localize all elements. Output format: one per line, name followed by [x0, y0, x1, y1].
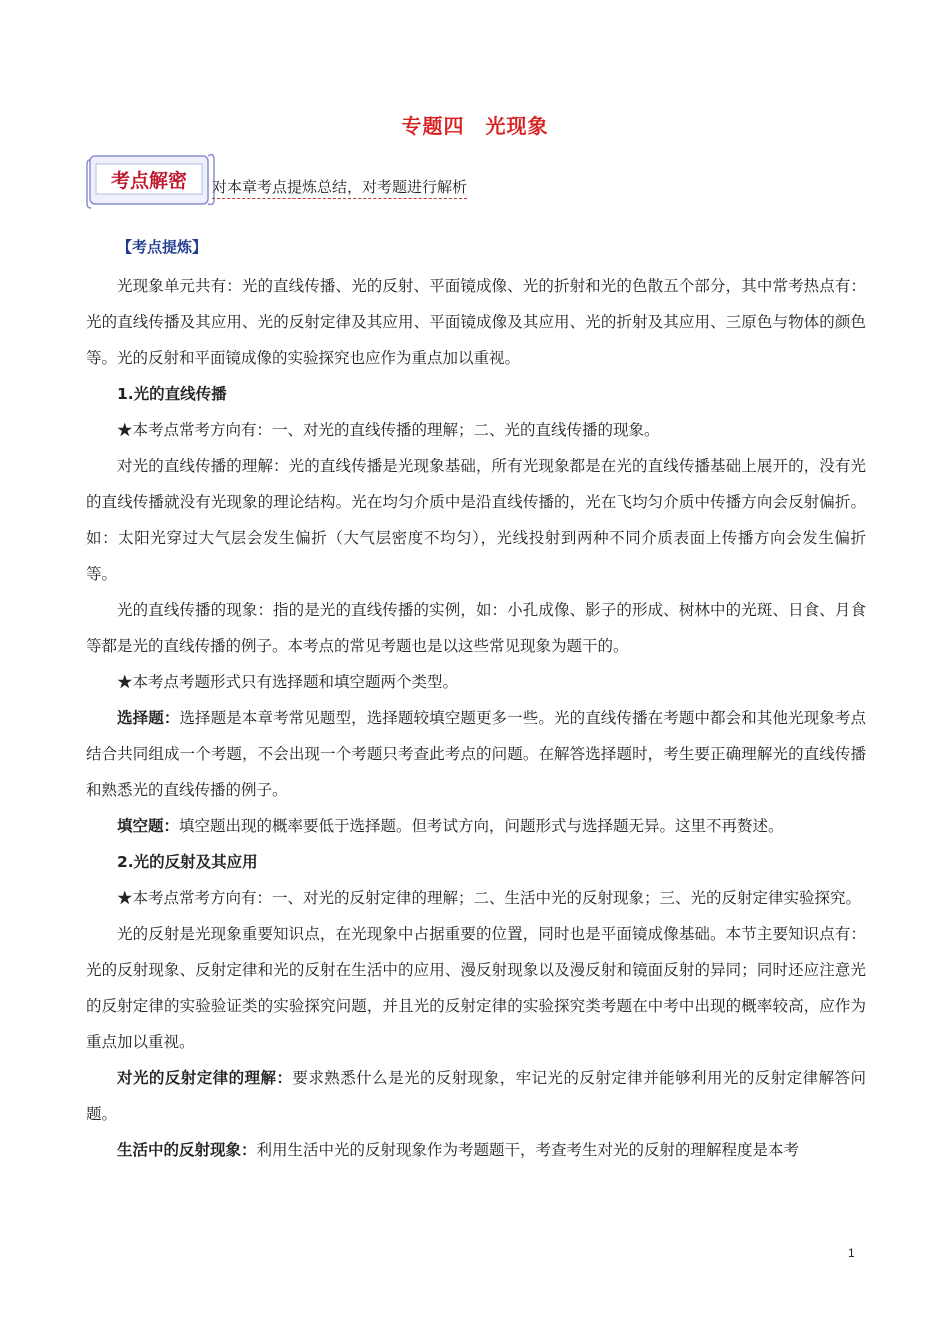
banner-caption: 对本章考点提炼总结，对考题进行解析 — [212, 176, 467, 199]
paragraph-9 — [86, 1060, 866, 1132]
label-choice: 选择题： — [117, 709, 180, 727]
text-life: 利用生活中光的反射现象作为考题题干，考查考生对光的反射的理解程度是本考 — [256, 1141, 800, 1159]
heading-2: 2.光的反射及其应用 — [117, 853, 258, 871]
paragraph-5 — [86, 700, 866, 808]
label-law: 对光的反射定律的理解： — [117, 1069, 293, 1087]
paragraph-3: 光的直线传播的现象：指的是光的直线传播的实例，如：小孔成像、影子的形成、树林中的光斑、日食、月食等都是光的直线传播的例子。本考点的常见考题也是以这些常见现象为题干的。 — [86, 601, 866, 655]
paragraph-8: 光的反射是光现象重要知识点，在光现象中占据重要的位置，同时也是平面镜成像基础。本节主要知识点有：光的反射现象、反射定律和光的反射在生活中的应用、漫反射现象以及漫反射和镜面反射的异同；同时还应注意光的反射定律的实验验证类的实验探究问题，并且光的反射定律的实验探究类考题在中考中出现的概率较高，应作为重点加以重视。 — [86, 925, 866, 1051]
paragraph-1: ★本考点常考方向有：一、对光的直线传播的理解；二、光的直线传播的现象。 — [117, 421, 660, 439]
text-law: 要求熟悉什么是光的反射现象，牢记光的反射定律并能够利用光的反射定律解答问题。 — [86, 1069, 866, 1123]
paragraph-2: 对光的直线传播的理解：光的直线传播是光现象基础，所有光现象都是在光的直线传播基础上展开的，没有光的直线传播就没有光现象的理论结构。光在均匀介质中是沿直线传播的，光在飞均匀介质中传播方向会反射偏折。如：太阳光穿过大气层会发生偏折（大气层密度不均匀），光线投射到两种不同介质表面上传播方向会发生偏折等。 — [86, 457, 866, 583]
banner-scroll — [86, 150, 216, 210]
page-number: 1 — [848, 1246, 855, 1260]
section-heading: 【考点提炼】 — [117, 238, 208, 256]
paragraph-7: ★本考点常考方向有：一、对光的反射定律的理解；二、生活中光的反射现象；三、光的反射定律实验探究。 — [117, 889, 862, 907]
paragraph-6 — [86, 808, 866, 844]
label-life: 生活中的反射现象： — [117, 1141, 257, 1159]
paragraph-10 — [86, 1132, 866, 1168]
scroll-icon — [86, 150, 216, 210]
text-fill: 填空题出现的概率要低于选择题。但考试方向，问题形式与选择题无异。这里不再赘述。 — [179, 817, 784, 835]
heading-1: 1.光的直线传播 — [117, 385, 227, 403]
document-body — [86, 232, 866, 1168]
page-title: 专题四 光现象 — [401, 114, 549, 138]
banner-label: 考点解密 — [110, 170, 188, 192]
text-choice: 选择题是本章考常见题型，选择题较填空题更多一些。光的直线传播在考题中都会和其他光现象考点结合共同组成一个考题，不会出现一个考题只考查此考点的问题。在解答选择题时，考生要正确理解光的直线传播和熟悉光的直线传播的例子。 — [86, 709, 866, 799]
label-fill: 填空题： — [117, 817, 180, 835]
paragraph-4: ★本考点考题形式只有选择题和填空题两个类型。 — [117, 673, 459, 691]
intro-paragraph: 光现象单元共有：光的直线传播、光的反射、平面镜成像、光的折射和光的色散五个部分，其中常考热点有：光的直线传播及其应用、光的反射定律及其应用、平面镜成像及其应用、光的折射及其应用、三原色与物体的颜色等。光的反射和平面镜成像的实验探究也应作为重点加以重视。 — [86, 277, 866, 367]
